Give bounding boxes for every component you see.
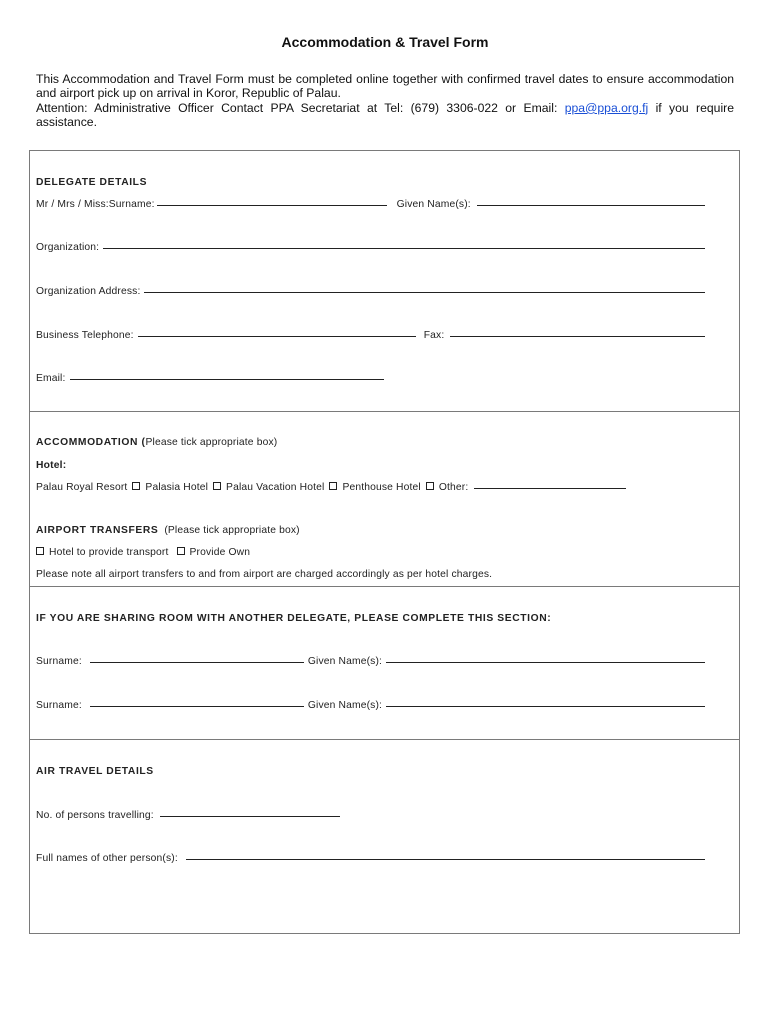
hotel-option-palau-vacation: Palau Vacation Hotel: [226, 482, 325, 493]
given-name-label: Given Name(s):: [396, 199, 471, 210]
intro-text: [36, 72, 734, 130]
transfers-heading: [36, 525, 709, 536]
section-divider: [30, 739, 739, 740]
air-travel-heading: AIR TRAVEL DETAILS: [36, 766, 154, 777]
attention-suffix: if you require assistance.: [36, 100, 734, 130]
hotel-option-palau-royal: Palau Royal Resort: [36, 482, 128, 493]
sharing-given-field-1[interactable]: [386, 662, 705, 663]
hotel-option-other: Other:: [438, 482, 469, 493]
fax-field[interactable]: [450, 336, 705, 337]
sharing-surname-field-2[interactable]: [90, 706, 304, 707]
fax-label: Fax:: [423, 330, 445, 341]
phone-field[interactable]: [138, 336, 416, 337]
transfer-note: Please note all airport transfers to and from airport are charged accordingly as per hotel charges.: [36, 569, 493, 580]
delegate-heading: DELEGATE DETAILS: [36, 177, 148, 188]
intro-paragraph: This Accommodation and Travel Form must be completed online together with confirmed travel dates to ensure accommodation and airport pick up on arrival in Koror, Republic of Palau.: [36, 72, 734, 101]
org-address-row: [36, 286, 709, 297]
other-names-row: [36, 853, 709, 864]
hotel-option-penthouse: Penthouse Hotel: [342, 482, 421, 493]
transfer-option-own: Provide Own: [189, 547, 251, 558]
surname-row: [36, 199, 709, 210]
hotel-options-row: [36, 482, 709, 493]
hotel-option-palasia: Palasia Hotel: [145, 482, 209, 493]
email-field[interactable]: [70, 379, 384, 380]
section-divider: [30, 586, 739, 587]
checkbox-penthouse-hotel[interactable]: [329, 482, 337, 490]
transfer-option-hotel: Hotel to provide transport: [49, 547, 169, 558]
checkbox-palasia-hotel[interactable]: [132, 482, 140, 490]
attention-paragraph: [36, 101, 734, 130]
persons-row: [36, 810, 709, 821]
transfers-heading-note: (Please tick appropriate box): [164, 525, 300, 536]
org-address-field[interactable]: [144, 292, 705, 293]
surname-field[interactable]: [157, 205, 387, 206]
email-row: [36, 373, 709, 384]
phone-label: Business Telephone:: [36, 330, 134, 341]
transfer-options-row: [36, 547, 709, 558]
persons-field[interactable]: [160, 816, 340, 817]
sharing-surname-label: Surname:: [36, 656, 82, 667]
checkbox-other-hotel[interactable]: [426, 482, 434, 490]
form-title: Accommodation & Travel Form: [281, 34, 489, 50]
sharing-surname-label: Surname:: [36, 700, 82, 711]
other-names-field[interactable]: [186, 859, 705, 860]
sharing-given-label: Given Name(s):: [307, 656, 383, 667]
checkbox-palau-vacation-hotel[interactable]: [213, 482, 221, 490]
given-name-field[interactable]: [477, 205, 705, 206]
transfers-heading-text: AIRPORT TRANSFERS: [36, 525, 159, 536]
sharing-surname-field-1[interactable]: [90, 662, 304, 663]
checkbox-hotel-transport[interactable]: [36, 547, 44, 555]
contact-email-link[interactable]: ppa@ppa.org.fj: [564, 100, 649, 115]
section-divider: [30, 411, 739, 412]
email-label: Email:: [36, 373, 66, 384]
sharing-row-1: [36, 656, 709, 667]
organization-field[interactable]: [103, 248, 705, 249]
checkbox-provide-own[interactable]: [177, 547, 185, 555]
sharing-given-field-2[interactable]: [386, 706, 705, 707]
sharing-given-label: Given Name(s):: [307, 700, 383, 711]
accommodation-heading-text: ACCOMMODATION (: [36, 437, 146, 448]
accommodation-heading-note: Please tick appropriate box): [145, 437, 278, 448]
organization-row: [36, 242, 709, 253]
org-address-label: Organization Address:: [36, 286, 141, 297]
other-names-label: Full names of other person(s):: [36, 853, 178, 864]
persons-label: No. of persons travelling:: [36, 810, 154, 821]
accommodation-heading: [36, 437, 709, 448]
organization-label: Organization:: [36, 242, 100, 253]
phone-row: [36, 330, 709, 341]
sharing-heading: IF YOU ARE SHARING ROOM WITH ANOTHER DELEGATE, PLEASE COMPLETE THIS SECTION:: [36, 613, 552, 624]
attention-prefix: Attention: Administrative Officer Contact PPA Secretariat at Tel: (679) 3306-022 or Email:: [36, 100, 565, 115]
sharing-row-2: [36, 700, 709, 711]
surname-label: Mr / Mrs / Miss:Surname:: [36, 199, 155, 210]
form-box: [29, 150, 740, 934]
other-hotel-field[interactable]: [474, 488, 626, 489]
hotel-label: Hotel:: [36, 460, 67, 471]
